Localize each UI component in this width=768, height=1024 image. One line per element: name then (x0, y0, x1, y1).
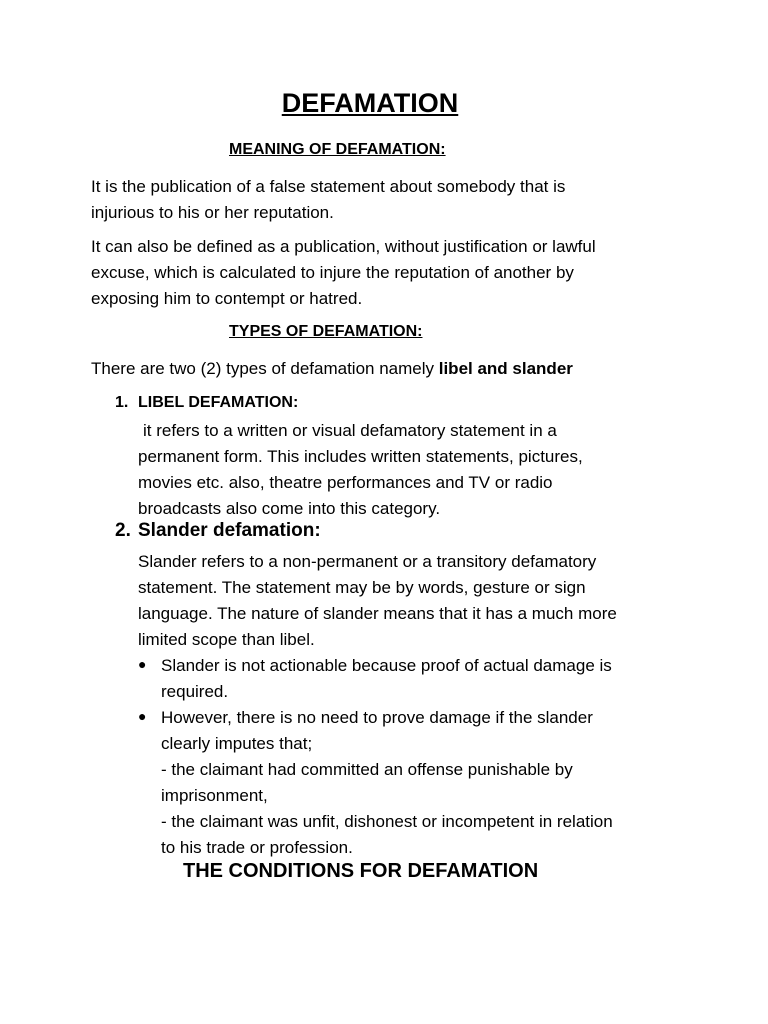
conditions-heading: THE CONDITIONS FOR DEFAMATION (183, 860, 539, 882)
meaning-paragraph-2-line-1: It can also be defined as a publication, without justification or lawful (91, 237, 596, 256)
meaning-paragraph-1-line-2: injurious to his or her reputation. (91, 203, 334, 222)
libel-line-1: it refers to a written or visual defamatory statement in a (143, 421, 557, 440)
libel-heading: LIBEL DEFAMATION: (138, 394, 299, 411)
meaning-heading: MEANING OF DEFAMATION: (229, 141, 446, 158)
libel-line-4: broadcasts also come into this category. (138, 499, 441, 518)
types-intro (91, 356, 573, 382)
bullet-1-marker: ● (138, 656, 147, 672)
bullet-1-line-2: required. (161, 682, 229, 701)
list-number-2: 2. (115, 520, 131, 541)
libel-line-3: movies etc. also, theatre performances and TV or radio (138, 473, 553, 492)
types-intro-text: There are two (2) types of defamation namely (91, 359, 439, 378)
slander-line-4: limited scope than libel. (138, 630, 315, 649)
slander-line-2: statement. The statement may be by words, gesture or sign (138, 578, 586, 597)
types-heading: TYPES OF DEFAMATION: (229, 323, 423, 340)
list-number-1: 1. (115, 394, 129, 411)
bullet-2-line-5: - the claimant was unfit, dishonest or incompetent in relation (161, 812, 613, 831)
bullet-2-line-1: However, there is no need to prove damage if the slander (161, 708, 593, 727)
bullet-2-marker: ● (138, 708, 147, 724)
slander-line-3: language. The nature of slander means that it has a much more (138, 604, 617, 623)
bullet-2-line-2: clearly imputes that; (161, 734, 313, 753)
meaning-paragraph-2-line-2: excuse, which is calculated to injure the reputation of another by (91, 263, 574, 282)
bullet-2-line-6: to his trade or profession. (161, 838, 353, 857)
libel-line-2: permanent form. This includes written statements, pictures, (138, 447, 583, 466)
bullet-2-line-4: imprisonment, (161, 786, 268, 805)
document-title: DEFAMATION (281, 88, 459, 118)
meaning-paragraph-1-line-1: It is the publication of a false statement about somebody that is (91, 177, 566, 196)
slander-heading: Slander defamation: (138, 520, 321, 541)
types-intro-bold: libel and slander (438, 359, 573, 378)
bullet-1-line-1: Slander is not actionable because proof of actual damage is (161, 656, 612, 675)
meaning-paragraph-2-line-3: exposing him to contempt or hatred. (91, 289, 363, 308)
slander-line-1: Slander refers to a non-permanent or a transitory defamatory (138, 552, 597, 571)
bullet-2-line-3: - the claimant had committed an offense punishable by (161, 760, 573, 779)
